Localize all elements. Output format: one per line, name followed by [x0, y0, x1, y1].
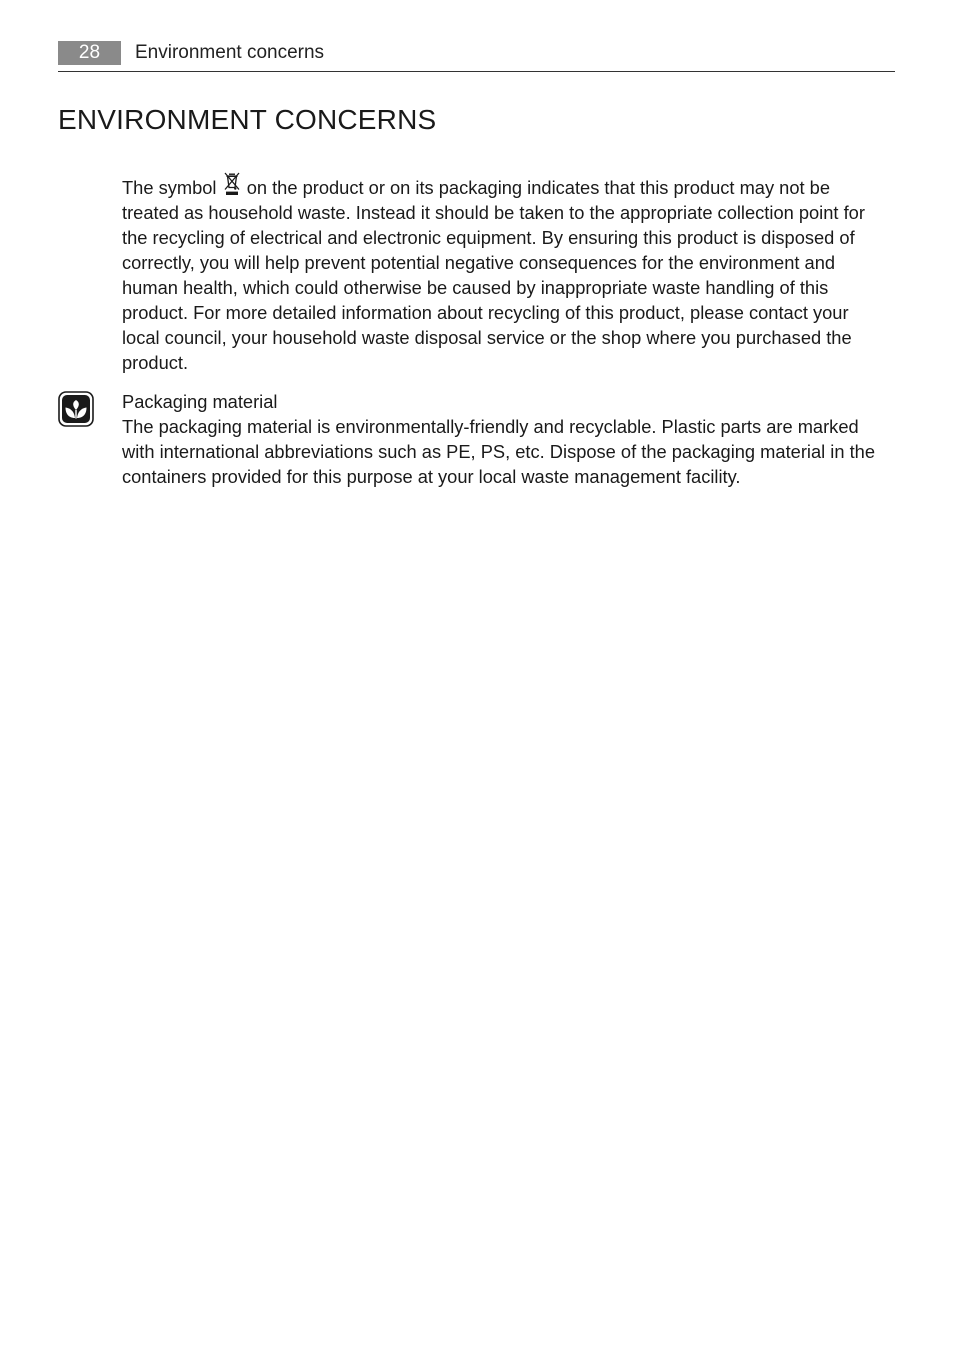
packaging-body: The packaging material is environmentally-friendly and recyclable. Plastic parts are marked with international abbreviations such as PE, PS, etc. Dispose of the packaging material in the containers provided for this purpose at your local waste management facility.	[122, 416, 875, 487]
weee-text-after-icon: on the product or on its packaging indicates that this product may not be treated as household waste. Instead it should be taken to the appropriate collection point for the recycling of electrical and electronic equipment. By ensuring this product is disposed of correctly, you will help prevent potential negative consequences for the environment and human health, which could otherwise be caused by inappropriate waste handling of this product. For more detailed information about recycling of this product, please contact your local council, your household waste disposal service or the shop where you purchased the product.	[122, 177, 865, 373]
environment-leaf-icon	[58, 391, 94, 427]
section-heading: ENVIRONMENT CONCERNS	[58, 104, 437, 135]
crossed-out-wheelie-bin-icon	[223, 172, 241, 196]
packaging-section	[122, 389, 890, 489]
weee-paragraph	[122, 172, 890, 375]
packaging-title: Packaging material	[122, 391, 278, 412]
page-header	[58, 40, 895, 72]
page-number: 28	[58, 41, 121, 65]
weee-text-before-icon: The symbol	[122, 177, 217, 198]
header-title: Environment concerns	[135, 42, 325, 63]
